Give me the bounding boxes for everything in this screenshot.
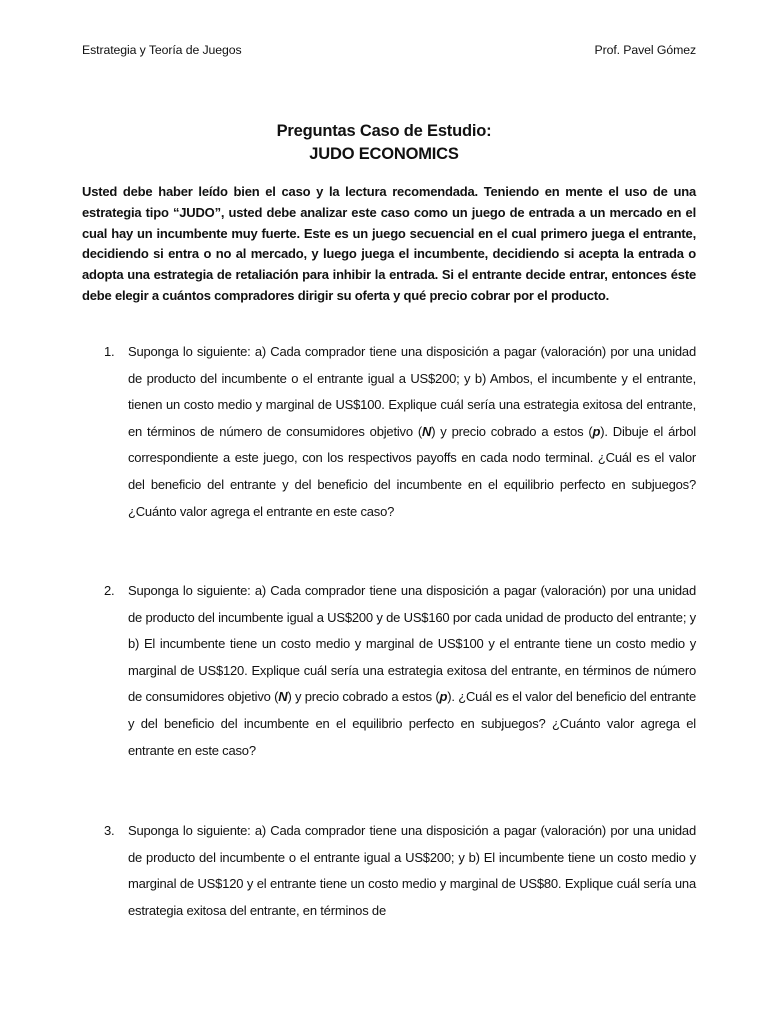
question-text-part: ) y precio cobrado a estos ( [431, 423, 593, 439]
header-course-title: Estrategia y Teoría de Juegos [82, 43, 242, 57]
question-text-part: ) y precio cobrado a estos ( [287, 689, 440, 705]
variable-p: p [592, 423, 601, 439]
variable-p: p [439, 689, 448, 705]
document-title [0, 120, 768, 166]
header-professor: Prof. Pavel Gómez [594, 43, 696, 57]
question-number: 1. [104, 344, 115, 359]
question-text-part: Suponga lo siguiente: a) Cada comprador tiene una disposición a pagar (valoración) por una unidad de producto del incumbente o el entrante igual a US$200; y b) El incumbente tiene un costo medio y marginal de US$120 y el entrante tiene un costo medio y marginal de US$80. Explique cuál sería una estrategia exitosa del entrante, en términos de [128, 823, 696, 918]
variable-n: N [278, 689, 288, 705]
question-text [128, 339, 696, 525]
question-text [128, 818, 696, 924]
question-text-part: Suponga lo siguiente: a) Cada comprador tiene una disposición a pagar (valoración) por una unidad de producto del incumbente igual a US$200 y de US$160 por cada unidad de producto del entrante; y b) El incumbente tiene un costo medio y marginal de US$100 y el entrante tiene un costo medio y marginal de US$120. Explique cuál sería una estrategia exitosa del entrante, en términos de número de consumidores objetivo ( [128, 583, 696, 705]
question-number: 3. [104, 823, 115, 838]
question-number: 2. [104, 583, 115, 598]
title-line-1: Preguntas Caso de Estudio: [276, 122, 492, 140]
question-text-part: Suponga lo siguiente: a) Cada comprador tiene una disposición a pagar (valoración) por una unidad de producto del incumbente o el entrante igual a US$200; y b) Ambos, el incumbente y el entrante, tienen un costo medio y marginal de US$100. Explique cuál sería una estrategia exitosa del entrante, en términos de número de consumidores objetivo ( [128, 344, 696, 439]
title-line-2: JUDO ECONOMICS [309, 145, 459, 163]
intro-paragraph: Usted debe haber leído bien el caso y la lectura recomendada. Teniendo en mente el uso de una estrategia tipo “JUDO”, usted debe analizar este caso como un juego de entrada a un mercado en el cual hay un incumbente muy fuerte. Este es un juego secuencial en el cual primero juega el entrante, decidiendo si entra o no al mercado, y luego juega el incumbente, decidiendo si acepta la entrada o adopta una estrategia de retaliación para inhibir la entrada. Si el entrante decide entrar, entonces éste debe elegir a cuántos compradores dirigir su oferta y qué precio cobrar por el producto. [82, 184, 696, 303]
question-text-part: ). Dibuje el árbol correspondiente a este juego, con los respectivos payoffs en cada nodo terminal. ¿Cuál es el valor del beneficio del entrante y del beneficio del incumbente en el equilibrio perfecto en subjuegos? ¿Cuánto valor agrega el entrante en este caso? [128, 423, 696, 519]
question-text-part: ). ¿Cuál es el valor del beneficio del entrante y del beneficio del incumbente en el equilibrio perfecto en subjuegos? ¿Cuánto valor agrega el entrante en este caso? [128, 689, 697, 758]
page-header [82, 43, 696, 61]
variable-n: N [422, 423, 432, 439]
question-text [128, 578, 696, 764]
